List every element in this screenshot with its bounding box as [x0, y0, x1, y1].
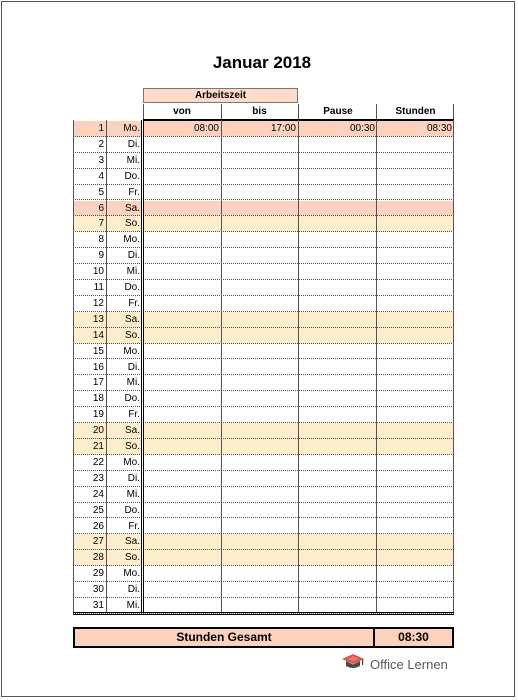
bis-cell[interactable]	[221, 232, 298, 247]
stunden-cell	[377, 598, 454, 613]
stunden-cell	[377, 312, 454, 327]
weekday-cell: Mi.	[126, 600, 140, 611]
table-row	[73, 582, 454, 598]
weekday-cell: So.	[124, 218, 140, 230]
day-cell: 23	[92, 472, 104, 484]
day-cell: 10	[92, 266, 104, 278]
page-title: Januar 2018	[212, 53, 312, 72]
bis-cell[interactable]	[221, 264, 298, 279]
table-divider	[73, 120, 74, 613]
von-cell[interactable]	[143, 328, 221, 343]
von-cell[interactable]	[143, 439, 221, 454]
pause-cell[interactable]	[299, 487, 377, 502]
day-cell: 7	[98, 218, 104, 230]
table-row	[73, 391, 454, 407]
day-cell: 24	[92, 488, 104, 500]
stunden-cell	[377, 534, 454, 549]
logo-text: Office Lernen	[370, 656, 448, 672]
von-cell[interactable]	[143, 344, 221, 359]
pause-cell[interactable]	[299, 439, 377, 454]
pause-cell[interactable]	[299, 598, 377, 613]
stunden-cell	[377, 407, 454, 422]
bis-cell[interactable]	[221, 471, 298, 486]
table-row	[73, 121, 454, 137]
day-cell: 8	[98, 234, 104, 246]
bis-cell[interactable]	[221, 216, 298, 231]
stunden-cell	[377, 280, 454, 295]
weekday-cell: Di.	[127, 138, 140, 150]
von-cell[interactable]: 08:00	[193, 123, 219, 134]
weekday-cell: Fr.	[128, 186, 140, 198]
header-divider	[221, 104, 222, 120]
weekday-cell: Sa.	[124, 202, 140, 214]
stunden-cell	[377, 503, 454, 518]
table-row	[73, 360, 454, 376]
bis-cell[interactable]	[221, 312, 298, 327]
weekday-cell: Di.	[127, 472, 140, 484]
day-cell: 11	[93, 282, 104, 293]
stunden-cell	[377, 360, 454, 375]
table-row	[73, 185, 454, 201]
weekday-cell: Mi.	[126, 266, 140, 278]
table-row	[73, 471, 454, 487]
pause-cell[interactable]	[299, 280, 377, 295]
weekday-cell: Mi.	[126, 377, 140, 389]
table-row	[73, 248, 454, 264]
weekday-cell: Sa.	[124, 536, 140, 548]
bis-cell[interactable]	[221, 137, 298, 152]
von-cell[interactable]	[143, 169, 221, 184]
weekday-cell: Di.	[127, 361, 140, 373]
bis-cell[interactable]	[221, 423, 298, 438]
stunden-cell	[377, 519, 454, 534]
stunden-cell	[377, 169, 454, 184]
von-cell[interactable]	[143, 582, 221, 597]
bis-cell[interactable]	[221, 153, 298, 168]
stunden-cell	[377, 216, 454, 231]
pause-cell[interactable]	[299, 360, 377, 375]
bis-cell[interactable]: 17:00	[270, 123, 296, 134]
weekday-cell: Sa.	[124, 425, 140, 437]
weekday-cell: Fr.	[128, 409, 140, 421]
von-cell[interactable]	[143, 503, 221, 518]
office-lernen-logo	[341, 653, 448, 675]
stunden-cell	[377, 487, 454, 502]
pause-cell[interactable]	[299, 534, 377, 549]
day-cell: 20	[92, 425, 104, 437]
stunden-cell	[377, 201, 454, 216]
bis-cell[interactable]	[221, 344, 298, 359]
stunden-cell	[377, 471, 454, 486]
stunden-cell	[377, 582, 454, 597]
stunden-cell	[377, 328, 454, 343]
weekday-cell: Mi.	[126, 154, 140, 166]
pause-cell[interactable]	[299, 216, 377, 231]
table-row	[73, 439, 454, 455]
day-cell: 2	[98, 138, 104, 150]
pause-cell[interactable]	[299, 201, 377, 216]
von-cell[interactable]	[143, 519, 221, 534]
pause-cell[interactable]	[299, 248, 377, 263]
weekday-cell: Mi.	[126, 488, 140, 500]
day-cell: 14	[92, 329, 104, 341]
stunden-cell	[377, 423, 454, 438]
stunden-cell	[377, 550, 454, 565]
bis-cell[interactable]	[221, 503, 298, 518]
table-row	[73, 264, 454, 280]
day-cell: 17	[92, 377, 104, 389]
day-cell: 25	[92, 504, 104, 516]
pause-cell[interactable]	[299, 407, 377, 422]
day-cell: 21	[92, 441, 104, 452]
von-cell[interactable]	[143, 423, 221, 438]
table-row	[73, 169, 454, 185]
weekday-cell: Mo.	[123, 345, 140, 357]
weekday-cell: So.	[124, 552, 140, 564]
day-cell: 28	[92, 552, 104, 564]
von-cell[interactable]	[143, 598, 221, 613]
total-value: 08:30	[398, 630, 429, 644]
column-header-von: von	[173, 106, 191, 117]
weekday-cell: Mo.	[123, 123, 140, 134]
bis-cell[interactable]	[221, 407, 298, 422]
von-cell[interactable]	[143, 216, 221, 231]
table-row	[73, 407, 454, 423]
weekday-cell: Fr.	[128, 520, 140, 532]
von-cell[interactable]	[143, 407, 221, 422]
day-cell: 12	[92, 297, 104, 309]
day-cell: 6	[98, 202, 104, 214]
von-cell[interactable]	[143, 280, 221, 295]
bis-cell[interactable]	[221, 296, 298, 311]
stunden-cell	[377, 296, 454, 311]
day-cell: 26	[92, 520, 104, 532]
table-divider	[376, 120, 377, 613]
header-divider	[298, 104, 299, 120]
table-row	[73, 153, 454, 169]
bis-cell[interactable]	[221, 534, 298, 549]
day-cell: 4	[98, 170, 104, 182]
von-cell[interactable]	[143, 248, 221, 263]
weekday-cell: Mo.	[123, 456, 140, 468]
bis-cell[interactable]	[221, 439, 298, 454]
column-header-stunden: Stunden	[395, 106, 436, 117]
pause-cell[interactable]	[299, 471, 377, 486]
stunden-cell	[377, 566, 454, 581]
table-row	[73, 216, 454, 232]
day-cell: 19	[92, 409, 104, 421]
stunden-cell	[377, 264, 454, 279]
stunden-cell	[377, 344, 454, 359]
graduation-cap-icon	[341, 653, 365, 676]
table-row	[73, 487, 454, 503]
pause-cell[interactable]	[299, 185, 377, 200]
weekday-cell: Di.	[127, 584, 140, 596]
weekday-cell: Sa.	[124, 313, 140, 325]
table-row	[73, 201, 454, 217]
stunden-cell	[377, 439, 454, 454]
pause-cell[interactable]	[299, 264, 377, 279]
pause-cell[interactable]: 00:30	[349, 123, 375, 134]
pause-cell[interactable]	[299, 137, 377, 152]
von-cell[interactable]	[143, 153, 221, 168]
von-cell[interactable]	[143, 375, 221, 390]
total-label: Stunden Gesamt	[75, 629, 375, 646]
von-cell[interactable]	[143, 312, 221, 327]
table-divider	[298, 120, 299, 613]
pause-cell[interactable]	[299, 375, 377, 390]
table-divider	[221, 120, 222, 613]
day-cell: 3	[98, 154, 104, 166]
column-header-bis: bis	[252, 106, 267, 117]
stunden-cell	[377, 391, 454, 406]
pause-cell[interactable]	[299, 344, 377, 359]
stunden-cell	[377, 185, 454, 200]
pause-cell[interactable]	[299, 455, 377, 470]
day-cell: 29	[92, 568, 104, 580]
table-row	[73, 423, 454, 439]
von-cell[interactable]	[143, 391, 221, 406]
table-row	[73, 503, 454, 519]
pause-cell[interactable]	[299, 566, 377, 581]
bis-cell[interactable]	[221, 169, 298, 184]
table-row	[73, 137, 454, 153]
von-cell[interactable]	[143, 185, 221, 200]
day-cell: 1	[98, 123, 104, 134]
von-cell[interactable]	[143, 296, 221, 311]
von-cell[interactable]	[143, 455, 221, 470]
pause-cell[interactable]	[299, 423, 377, 438]
weekday-cell: So.	[124, 441, 140, 452]
stunden-cell	[377, 153, 454, 168]
column-header-pause: Pause	[323, 106, 353, 117]
table-row	[73, 534, 454, 550]
header-divider	[143, 104, 144, 120]
table-row	[73, 519, 454, 535]
table-divider-double	[141, 120, 144, 613]
table-row	[73, 344, 454, 360]
bis-cell[interactable]	[221, 455, 298, 470]
weekday-cell: Fr.	[128, 297, 140, 309]
header-divider	[453, 104, 454, 120]
bis-cell[interactable]	[221, 328, 298, 343]
table-divider	[106, 120, 107, 613]
table-row	[73, 566, 454, 582]
pause-cell[interactable]	[299, 153, 377, 168]
pause-cell[interactable]	[299, 391, 377, 406]
weekday-cell: Do.	[124, 504, 140, 516]
bis-cell[interactable]	[221, 375, 298, 390]
bis-cell[interactable]	[221, 487, 298, 502]
bis-cell[interactable]	[221, 566, 298, 581]
weekday-cell: Mo.	[123, 568, 140, 580]
bis-cell[interactable]	[221, 391, 298, 406]
weekday-cell: Mo.	[123, 234, 140, 246]
bis-cell[interactable]	[221, 280, 298, 295]
bis-cell[interactable]	[221, 519, 298, 534]
bis-cell[interactable]	[221, 185, 298, 200]
table-row	[73, 296, 454, 312]
day-cell: 30	[92, 584, 104, 596]
weekday-cell: Do.	[124, 282, 140, 293]
bis-cell[interactable]	[221, 248, 298, 263]
total-row	[73, 627, 454, 648]
pause-cell[interactable]	[299, 550, 377, 565]
bis-cell[interactable]	[221, 582, 298, 597]
von-cell[interactable]	[143, 264, 221, 279]
von-cell[interactable]	[143, 550, 221, 565]
von-cell[interactable]	[143, 137, 221, 152]
table-row	[73, 232, 454, 248]
weekday-cell: Do.	[124, 170, 140, 182]
day-cell: 9	[98, 250, 104, 262]
von-cell[interactable]	[143, 232, 221, 247]
day-cell: 27	[92, 536, 104, 548]
table-divider	[453, 120, 454, 613]
table-row	[73, 375, 454, 391]
von-cell[interactable]	[143, 201, 221, 216]
day-cell: 22	[92, 456, 104, 468]
pause-cell[interactable]	[299, 582, 377, 597]
bis-cell[interactable]	[221, 550, 298, 565]
day-cell: 18	[92, 393, 104, 405]
bis-cell[interactable]	[221, 598, 298, 613]
day-cell: 16	[92, 361, 104, 373]
table-row	[73, 312, 454, 328]
day-cell: 31	[92, 600, 104, 611]
pause-cell[interactable]	[299, 312, 377, 327]
pause-cell[interactable]	[299, 232, 377, 247]
stunden-cell	[377, 455, 454, 470]
von-cell[interactable]	[143, 360, 221, 375]
day-cell: 5	[98, 186, 104, 198]
table-row	[73, 455, 454, 471]
bis-cell[interactable]	[221, 360, 298, 375]
pause-cell[interactable]	[299, 296, 377, 311]
bis-cell[interactable]	[221, 201, 298, 216]
pause-cell[interactable]	[299, 328, 377, 343]
table-row	[73, 550, 454, 566]
stunden-cell	[377, 248, 454, 263]
header-divider	[376, 104, 377, 120]
von-cell[interactable]	[143, 487, 221, 502]
stunden-cell	[377, 232, 454, 247]
table-row	[73, 328, 454, 344]
von-cell[interactable]	[143, 534, 221, 549]
table-row	[73, 280, 454, 296]
stunden-cell	[377, 137, 454, 152]
von-cell[interactable]	[143, 471, 221, 486]
weekday-cell: Do.	[124, 393, 140, 405]
weekday-cell: So.	[124, 329, 140, 341]
day-cell: 15	[92, 345, 104, 357]
day-cell: 13	[92, 313, 104, 325]
pause-cell[interactable]	[299, 503, 377, 518]
header-group-arbeitszeit: Arbeitszeit	[143, 88, 298, 103]
pause-cell[interactable]	[299, 519, 377, 534]
stunden-cell: 08:30	[426, 123, 452, 134]
table-bottom-border	[73, 612, 454, 615]
von-cell[interactable]	[143, 566, 221, 581]
stunden-cell	[377, 375, 454, 390]
pause-cell[interactable]	[299, 169, 377, 184]
weekday-cell: Di.	[127, 250, 140, 262]
